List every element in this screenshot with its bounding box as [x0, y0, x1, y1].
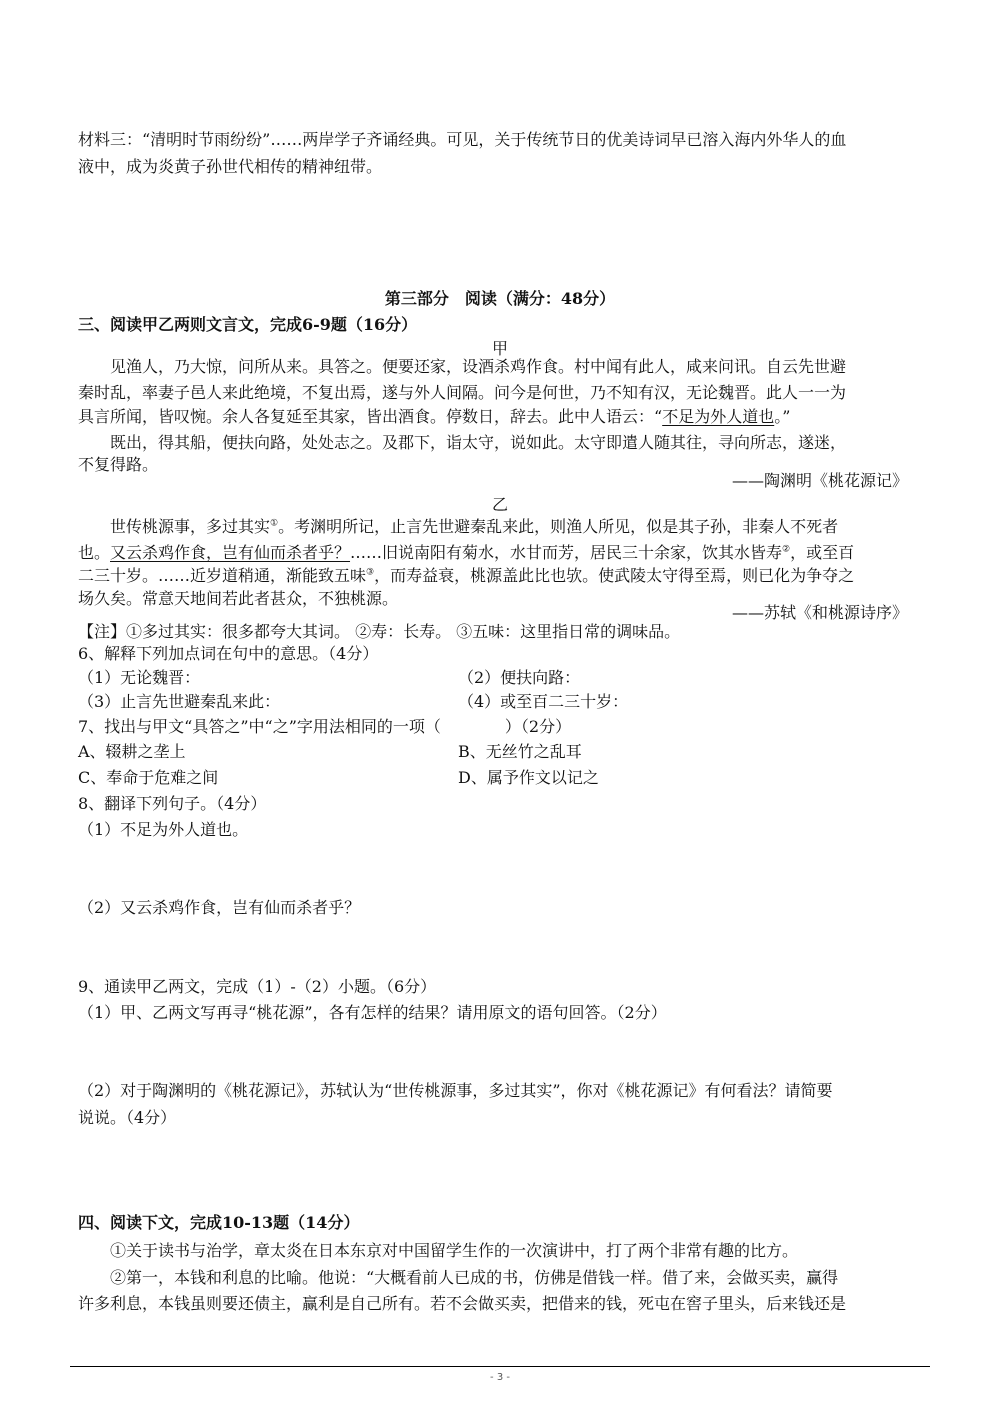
footnote-mark-1: ① — [270, 518, 279, 529]
yi-line-3 — [78, 566, 854, 586]
question-7-option-a: A、辍耕之垄上 — [78, 742, 186, 761]
jia-paragraph-1-line-3 — [78, 407, 790, 427]
question-6-item-4: （4）或至百二三十岁： — [458, 692, 629, 711]
question-9-item-1: （1）甲、乙两文写再寻“桃花源”，各有怎样的结果？请用原文的语句回答。（2分） — [78, 1003, 667, 1022]
jia-text-a: 具言所闻，皆叹惋。余人各复延至其家，皆出酒食。停数日，辞去。此中人语云：“ — [78, 407, 663, 426]
jia-text-b: 。” — [774, 407, 791, 426]
yi-line-1 — [110, 517, 838, 537]
yi-line-2 — [78, 543, 854, 563]
footnote-mark-2: ② — [782, 544, 791, 555]
page-number: - 3 - — [490, 1372, 510, 1383]
jia-paragraph-2-line-2: 不复得路。 — [78, 455, 159, 474]
jia-paragraph-2-line-1: 既出，得其船，便扶向路，处处志之。及郡下，诣太守，说如此。太守即遣人随其往，寻向所志，遂迷， — [110, 433, 847, 452]
yi-text-b: 。考渊明所记，止言先世避秦乱来此，则渔人所见，似是其子孙，非秦人不死者 — [278, 517, 839, 536]
annotation-note: 【注】①多过其实：很多都夸大其词。 ②寿：长寿。 ③五味：这里指日常的调味品。 — [78, 622, 681, 641]
footer-divider — [70, 1366, 930, 1367]
question-6-item-3: （3）止言先世避秦乱来此： — [78, 692, 281, 711]
question-7-option-b: B、无丝竹之乱耳 — [458, 742, 582, 761]
yi-text-f: 二三十岁。……近岁道稍通，渐能致五味 — [78, 566, 367, 585]
question-8-item-1: （1）不足为外人道也。 — [78, 820, 249, 839]
question-6: 6、解释下列加点词在句中的意思。（4分） — [78, 644, 379, 663]
text-yi-label: 乙 — [491, 495, 508, 514]
question-9-item-2-line-2: 说说。（4分） — [78, 1108, 177, 1127]
text-jia-label: 甲 — [491, 339, 508, 358]
yi-underlined-sentence: 又云杀鸡作食，岂有仙而杀者乎？ — [110, 543, 351, 562]
jia-paragraph-1-line-2: 秦时乱，率妻子邑人来此绝境，不复出焉，遂与外人间隔。问今是何世，乃不知有汉，无论魏晋。此人一一为 — [78, 383, 847, 402]
section-4-paragraph-1: ①关于读书与治学，章太炎在日本东京对中国留学生作的一次演讲中，打了两个非常有趣的比方。 — [110, 1241, 799, 1260]
yi-text-d: ……旧说南阳有菊水，水甘而芳，居民三十余家，饮其水皆寿 — [350, 543, 783, 562]
footnote-mark-3: ③ — [366, 567, 375, 578]
question-8-item-2: （2）又云杀鸡作食，岂有仙而杀者乎？ — [78, 898, 361, 917]
question-9: 9、通读甲乙两文，完成（1）-（2）小题。（6分） — [78, 977, 437, 996]
jia-underlined-sentence: 不足为外人道也 — [662, 407, 775, 426]
material-3-line-1: 材料三：“清明时节雨纷纷”……两岸学子齐诵经典。可见，关于传统节日的优美诗词早已溶入海内外华人的血 — [78, 130, 847, 149]
yi-line-4: 场久矣。常意天地间若此者甚众，不独桃源。 — [78, 589, 399, 608]
yi-text-a: 世传桃源事，多过其实 — [110, 517, 271, 536]
question-7: 7、找出与甲文“具答之”中“之”字用法相同的一项（ ）（2分） — [78, 717, 572, 736]
question-7-option-c: C、奉命于危难之间 — [78, 768, 219, 787]
jia-source: ——陶渊明《桃花源记》 — [731, 471, 908, 490]
yi-text-c: 也。 — [78, 543, 111, 562]
question-9-item-2-line-1: （2）对于陶渊明的《桃花源记》，苏轼认为“世传桃源事，多过其实”，你对《桃花源记》有何看法？请简要 — [78, 1081, 833, 1100]
question-6-item-1: （1）无论魏晋： — [78, 668, 201, 687]
jia-paragraph-1-line-1: 见渔人，乃大惊，问所从来。具答之。便要还家，设酒杀鸡作食。村中闻有此人，咸来问讯。自云先世避 — [110, 357, 847, 376]
part-3-title: 第三部分 阅读（满分：48分） — [384, 289, 616, 308]
question-8: 8、翻译下列句子。（4分） — [78, 794, 267, 813]
section-4-paragraph-2-line-1: ②第一，本钱和利息的比喻。他说：“大概看前人已成的书，仿佛是借钱一样。借了来，会做买卖，赢得 — [110, 1268, 839, 1287]
section-4-paragraph-2-line-2: 许多利息，本钱虽则要还债主，赢利是自己所有。若不会做买卖，把借来的钱，死屯在窖子里头，后来钱还是 — [78, 1294, 847, 1313]
section-3-heading: 三、阅读甲乙两则文言文，完成6-9题（16分） — [78, 315, 418, 334]
question-6-item-2: （2）便扶向路： — [458, 668, 581, 687]
section-4-heading: 四、阅读下文，完成10-13题（14分） — [78, 1213, 360, 1232]
yi-text-e: ，或至百 — [790, 543, 855, 562]
yi-text-g: ，而寿益衰，桃源盖此比也欤。使武陵太守得至焉，则已化为争夺之 — [374, 566, 855, 585]
yi-source: ——苏轼《和桃源诗序》 — [731, 603, 908, 622]
question-7-option-d: D、属予作文以记之 — [458, 768, 599, 787]
material-3-line-2: 液中，成为炎黄子孙世代相传的精神纽带。 — [78, 157, 383, 176]
